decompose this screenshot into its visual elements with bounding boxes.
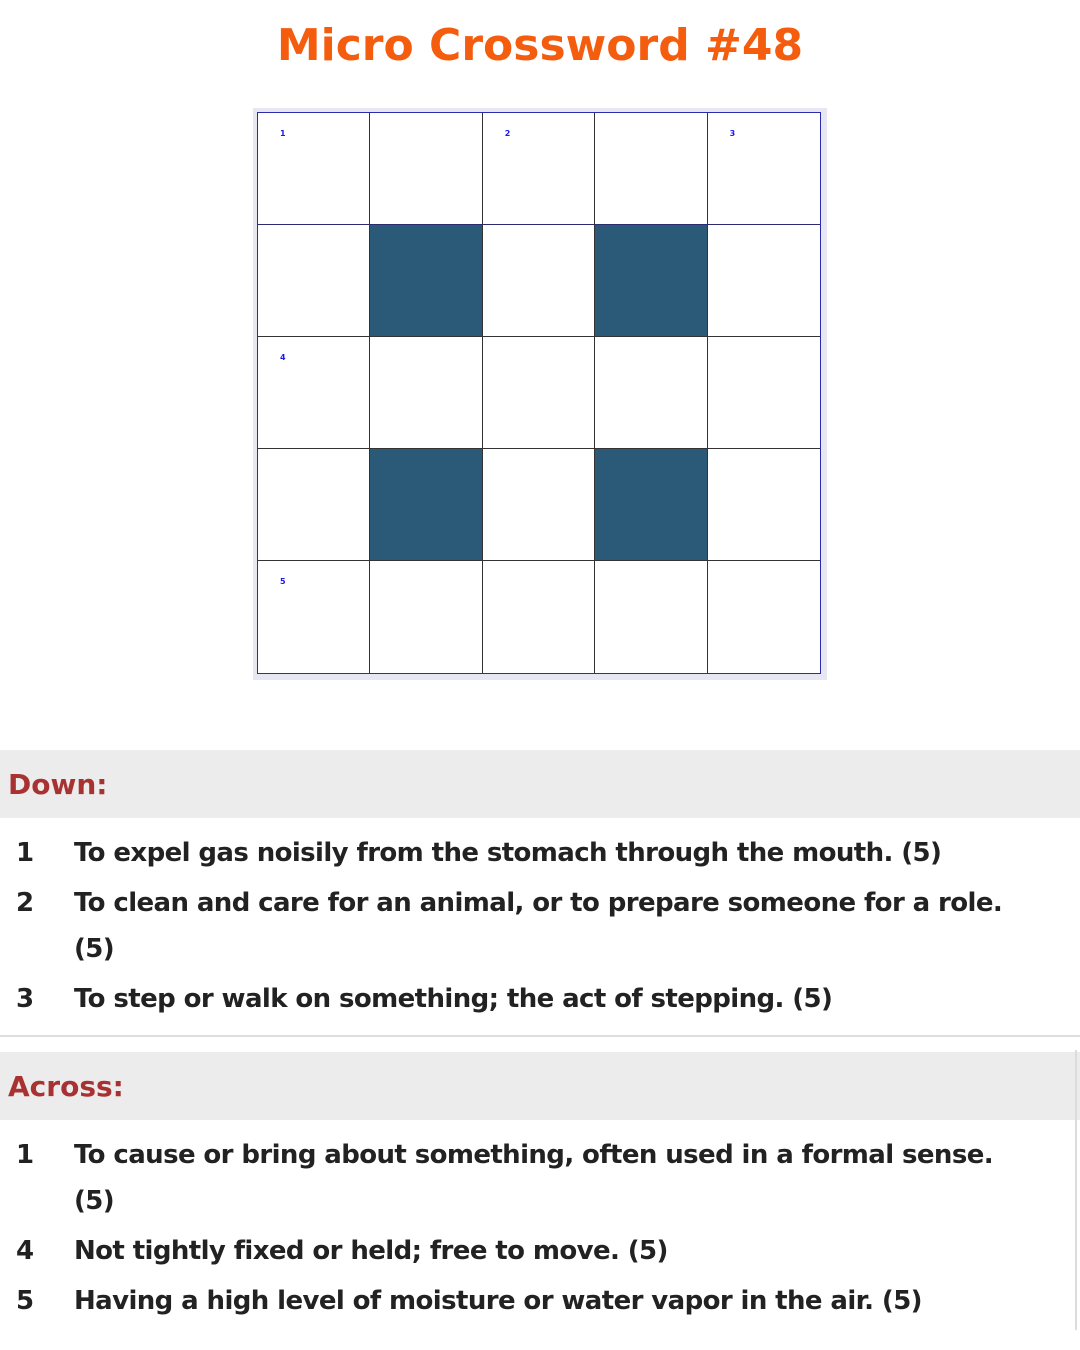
grid-cell[interactable] [370, 113, 482, 225]
clue-item [0, 1278, 1080, 1324]
clue-text: To expel gas noisily from the stomach through the mouth. (5) [74, 838, 942, 868]
clue-number: 5 [16, 1286, 35, 1316]
clue-item [0, 830, 1080, 876]
grid-cell[interactable] [595, 337, 707, 449]
grid-cell[interactable] [483, 449, 595, 561]
clue-text: To clean and care for an animal, or to prepare someone for a role. (5) [74, 888, 1003, 964]
grid-cell[interactable] [483, 113, 595, 225]
clue-number: 1 [16, 838, 35, 868]
black-cell [370, 225, 482, 337]
grid-cell[interactable] [708, 449, 820, 561]
grid-cell[interactable] [483, 561, 595, 673]
grid-cell[interactable] [483, 225, 595, 337]
clue-text: To cause or bring about something, often used in a formal sense. (5) [74, 1140, 994, 1216]
grid-cell[interactable] [708, 225, 820, 337]
grid-cell[interactable] [483, 337, 595, 449]
clue-text: Having a high level of moisture or water vapor in the air. (5) [74, 1286, 922, 1316]
black-cell [595, 225, 707, 337]
clue-number: 2 [16, 888, 35, 918]
grid-cell[interactable] [258, 113, 370, 225]
grid-cell[interactable] [708, 113, 820, 225]
grid-cell[interactable] [258, 449, 370, 561]
down-heading: Down: [8, 768, 108, 801]
black-cell [595, 449, 707, 561]
clue-text: Not tightly fixed or held; free to move. (5) [74, 1236, 668, 1266]
cell-number: 1 [280, 129, 286, 138]
grid-cell[interactable] [708, 561, 820, 673]
crossword-grid-frame [253, 108, 827, 680]
clue-number: 1 [16, 1140, 35, 1170]
crossword-grid [257, 112, 821, 674]
section-divider [0, 1035, 1080, 1037]
across-heading: Across: [8, 1070, 124, 1103]
clue-number: 4 [16, 1236, 35, 1266]
puzzle-title: Micro Crossword #48 [276, 20, 804, 71]
grid-cell[interactable] [708, 337, 820, 449]
grid-cell[interactable] [595, 561, 707, 673]
across-header [0, 1052, 1080, 1120]
down-header [0, 750, 1080, 818]
side-rule [1075, 1050, 1077, 1330]
clue-text: To step or walk on something; the act of stepping. (5) [74, 984, 833, 1014]
grid-cell[interactable] [258, 337, 370, 449]
grid-cell[interactable] [595, 113, 707, 225]
clue-item [0, 1132, 1080, 1224]
cell-number: 3 [729, 129, 736, 138]
cell-number: 4 [280, 353, 286, 362]
clue-item [0, 880, 1080, 972]
across-clues-section [0, 1052, 1080, 1120]
grid-cell[interactable] [370, 337, 482, 449]
clue-item [0, 1228, 1080, 1274]
grid-cell[interactable] [370, 561, 482, 673]
cell-number: 5 [280, 577, 286, 586]
cell-number: 2 [504, 129, 511, 138]
clue-item [0, 976, 1080, 1022]
grid-cell[interactable] [258, 561, 370, 673]
grid-cell[interactable] [258, 225, 370, 337]
black-cell [370, 449, 482, 561]
clue-number: 3 [16, 984, 35, 1014]
